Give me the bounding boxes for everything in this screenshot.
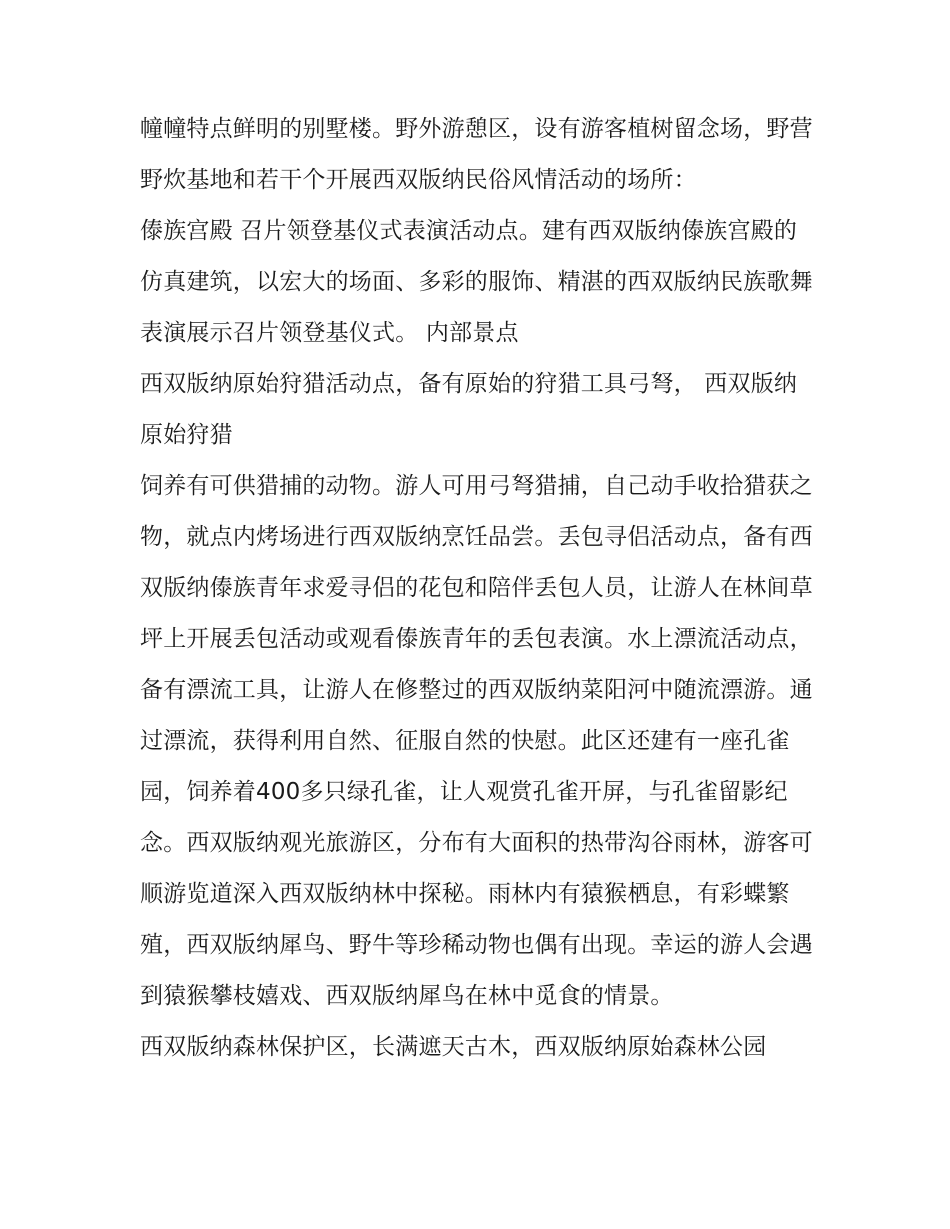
- paragraph-villas-camping: 幢幢特点鲜明的别墅楼。野外游憩区，设有游客植树留念场，野营野炊基地和若干个开展西双版纳民俗风情活动的场所：: [140, 116, 813, 193]
- paragraph-hunting-point: 西双版纳原始狩猎活动点，备有原始的狩猎工具弓弩， 西双版纳原始狩猎: [140, 371, 798, 448]
- paragraph-dai-palace: 傣族宫殿 召片领登基仪式表演活动点。建有西双版纳傣族宫殿的仿真建筑，以宏大的场面、多彩的服饰、精湛的西双版纳民族歌舞表演展示召片领登基仪式。 内部景点: [140, 218, 813, 346]
- paragraph-activities-rainforest: 饲养有可供猎捕的动物。游人可用弓弩猎捕，自己动手收拾猎获之物，就点内烤场进行西双版纳烹饪品尝。丢包寻侣活动点，备有西双版纳傣族青年求爱寻侣的花包和陪伴丢包人员，让游人在林间草坪上开展丢包活动或观看傣族青年的丢包表演。水上漂流活动点，备有漂流工具，让游人在修整过的西双版纳菜阳河中随流漂游。通过漂流，获得利用自然、征服自然的快慰。此区还建有一座孔雀园，饲养着400多只绿孔雀，让人观赏孔雀开屏，与孔雀留影纪念。西双版纳观光旅游区，分布有大面积的热带沟谷雨林，游客可顺游览道深入西双版纳林中探秘。雨林内有猿猴栖息，有彩蝶繁殖，西双版纳犀鸟、野牛等珍稀动物也偶有出现。幸运的游人会遇到猿猴攀枝嬉戏、西双版纳犀鸟在林中觅食的情景。: [140, 473, 813, 1009]
- paragraph-forest-reserve: 西双版纳森林保护区，长满遮天古木，西双版纳原始森林公园: [140, 1034, 767, 1060]
- document-body: [140, 104, 820, 1073]
